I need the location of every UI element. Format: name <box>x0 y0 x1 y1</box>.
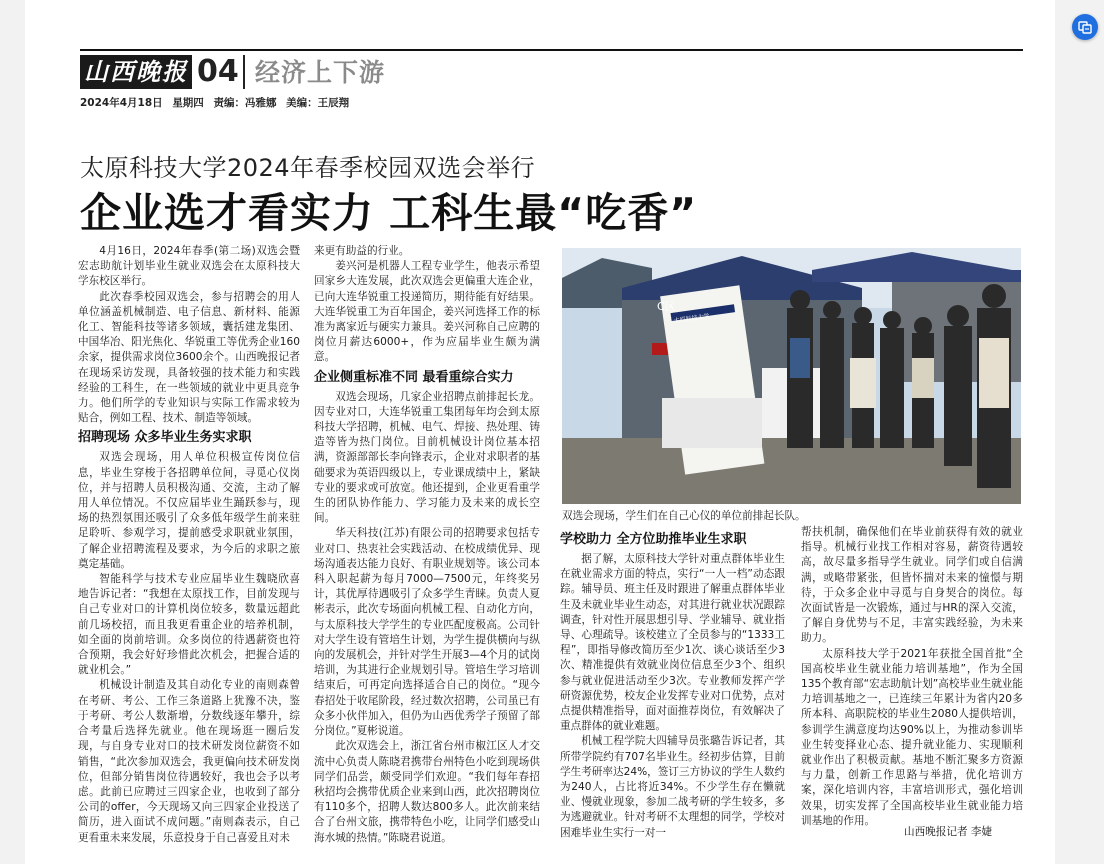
issue-weekday: 星期四 <box>172 97 204 109</box>
paragraph: 据了解，太原科技大学针对重点群体毕业生在就业需求方面的特点，实行“一人一档”动态跟踪。辅导员、班主任及时跟进了解重点群体毕业生及未就业毕业生动态，对其进行就业状况跟踪调查，针对性开展思想引导、学业辅导、就业指导、心理疏导。该校建立了全员参与的“1333工程”，即指导修改简历至少1次、谈心谈话至少3次、精准提供有效就业岗位信息至少3个、组织参与就业促进活动至少3次。专业教师发挥产学研资源优势，校友企业发挥专业对口优势，点对点提供精准指导，面对面推荐岗位，有效解决了重点群体的就业难题。 <box>560 553 785 733</box>
translate-button[interactable] <box>1072 14 1098 40</box>
paragraph: 太原科技大学于2021年获批全国首批“全国高校毕业生就业能力培训基地”，作为全国135个教育部“宏志助航计划”高校毕业生就业能力培训基地之一，已连续三年累计为省内20多所本科、高职院校的毕业生2080人提供培训，参训学生满意度均达90%以上，为推动参训毕业生转变择业心态、提升就业能力、实现顺利就业作出了积极贡献。基地不断汇聚多方资源与力量，创新工作思路与举措，优化培训方案，深化培训内容，丰富培训形式，强化培训效果，切实发挥了全国高校毕业生就业能力培训基地的作用。 <box>801 647 1023 827</box>
section-heading: 招聘现场 众多毕业生务实求职 <box>78 430 252 446</box>
article-column-4 <box>801 525 1023 829</box>
issue-date: 2024年4月18日 <box>80 97 163 109</box>
page-number: 04 <box>197 54 239 89</box>
paragraph: 双选会现场，几家企业招聘点前排起长龙。因专业对口，大连华锐重工集团每年均会到太原科技大学招聘，机械、电气、焊接、热处理、铸造等皆为热门岗位。目前机械设计岗位基本招满，资源部部长李向锋表示，企业对求职者的基础要求为英语四级以上，专业课成绩中上，紧缺专业的要求或可放宽。他还提到，企业更看重学生的团队协作能力、学习能力及未来的成长空间。 <box>314 390 540 525</box>
photo-caption: 双选会现场，学生们在自己心仪的单位前排起长队。 <box>562 510 806 522</box>
newspaper-logo: 山西晚报 <box>80 55 192 89</box>
top-rule <box>80 49 1023 51</box>
article-column-2 <box>314 244 540 846</box>
section-heading: 企业侧重标准不同 最看重综合实力 <box>314 369 514 385</box>
paragraph: 双选会现场，用人单位积极宣传岗位信息，毕业生穿梭于各招聘单位间，寻觅心仪岗位，并与招聘人员积极沟通、交流，主动了解用人单位情况。不仅应届毕业生踊跃参与，现场的热烈氛围还吸引了众多低年级学生前来驻足聆听、参观学习，提前感受求职就业氛围，了解企业招聘流程及要求，为今后的求职之旅奠定基础。 <box>78 451 300 570</box>
reporter-byline: 山西晚报记者 李婕 <box>904 826 993 838</box>
paragraph: 来更有助益的行业。 <box>314 245 410 257</box>
paragraph: 此次春季校园双选会，参与招聘会的用人单位涵盖机械制造、电子信息、新材料、能源化工、智能科技等诸多领域，囊括建龙集团、中国华冶、阳光焦化、华锐重工等优秀企业160余家，提供需求岗位3600余个。山西晚报记者在现场采访发现，具备较强的技术能力和实践经验的工科生，在一些领域的就业中更具竞争力。他们所学的专业知识与实际工作需求较为贴合，例如工程、技术、制造等领域。 <box>78 290 300 425</box>
paragraph: 4月16日，2024年春季(第二场)双选会暨宏志助航计划毕业生就业双选会在太原科技大学东校区举行。 <box>78 245 300 288</box>
paragraph: 姜兴河是机器人工程专业学生，他表示希望回家乡大连发展，此次双选会更偏重大连企业，已向大连华锐重工投递简历，期待能有好结果。大连华锐重工为百年国企，姜兴河选择工作的标准为离家近与硬实力兼具。姜兴河称自己应聘的岗位月薪达6000+，作为应届毕业生颇为满意。 <box>314 260 540 364</box>
paragraph: 智能科学与技术专业应届毕业生魏晓欣喜地告诉记者：“我想在太原找工作，目前发现与自己专业对口的计算机岗位较多，数量远超此前几场校招，而且我更看重企业的培养机制，如全面的岗前培训。众多岗位的待遇薪资也符合预期，我会好好珍惜此次机会，把握合适的就业机会。” <box>78 573 300 677</box>
translate-icon <box>1078 20 1092 34</box>
news-photo <box>562 248 1021 504</box>
dateline <box>80 95 355 110</box>
section-heading: 学校助力 全方位助推毕业生求职 <box>560 532 747 547</box>
article-column-3 <box>560 528 785 841</box>
article-headline: 企业选才看实力 工科生最“吃香” <box>80 189 698 237</box>
paragraph: 机械工程学院大四辅导员张璐告诉记者，其所带学院约有707名毕业生。经初步估算，目前学生考研率达24%，签订三方协议的学生人数约为240人，占比将近34%。不少学生存在懒就业、慢就业现象，参加二战考研的学生较多，多为逃避就业。针对考研不太理想的同学，学校对困难毕业生实行一对一 <box>560 735 785 839</box>
paragraph: 此次双选会上，浙江省台州市椒江区人才交流中心负责人陈晓君携带台州特色小吃到现场供同学们品尝，颇受同学们欢迎。“我们每年春招秋招均会携带优质企业来到山西，此次招聘岗位有110多个，招聘人数达800多人。此次前来结合了台州文旅，携带特色小吃，让同学们感受山海水城的热情。”陈晓君说道。 <box>314 740 540 844</box>
paragraph: 帮扶机制，确保他们在毕业前获得有效的就业指导。机械行业找工作相对容易，薪资待遇较高，故尽量多指导学生就业。同学们或自信满满，或略带紧张，但皆怀揣对未来的憧憬与期待，于众多企业中寻觅与自身契合的岗位。每次面试皆是一次锻炼，通过与HR的深入交流，了解自身优势与不足，丰富实践经验，为未来助力。 <box>801 526 1023 645</box>
zone-sign: C区 <box>657 300 676 313</box>
masthead <box>80 55 480 91</box>
paragraph: 机械设计制造及其自动化专业的南则森曾在考研、考公、工作三条道路上犹豫不决，鉴于考研、考公人数渐增，分数线逐年攀升，综合考量后选择先就业。他在现场逛一圈后发现，与自身专业对口的技术研发岗位薪资不如销售，“此次参加双选会，我更偏向技术研发岗位，但部分销售岗位待遇较好，我也会予以考虑。此前已应聘过三四家企业，也收到了部分公司的offer，今天现场又向三四家企业投送了简历，进入面试不成问题。”南则森表示，自己更看重未来发展，乐意投身于自己喜爱且对未 <box>78 679 300 844</box>
banner-text: 太原科技大学 <box>673 312 710 325</box>
article-column-1 <box>78 244 300 846</box>
section-title: 经济上下游 <box>255 58 386 87</box>
job-fair-photo <box>562 248 1021 504</box>
paragraph: 华天科技(江苏)有限公司的招聘要求包括专业对口、热衷社会实践活动、在校成绩优异、现场沟通表达能力良好、有职业规划等。该公司本科入职起薪为每月7000—7500元，年终奖另计，其优厚待遇吸引了众多学生青睐。负责人夏彬表示，此次专场面向机械工程、自动化方向，与太原科技大学学生的专业匹配度极高。公司针对大学生设有管培生计划，为学生提供横向与纵向的发展机会，并针对学生开展3—4个月的试岗培训，为其进行企业规划引导。管培生学习培训结束后，可再定向选择适合自己的岗位。“现今春招处于收尾阶段，经过数次招聘，公司虽已有众多小伙伴加入，但仍为山西优秀学子预留了部分岗位。”夏彬说道。 <box>314 527 540 738</box>
article-subtitle: 太原科技大学2024年春季校园双选会举行 <box>80 154 536 182</box>
designer-credit: 美编：王辰翔 <box>286 97 350 109</box>
masthead-divider <box>243 55 245 89</box>
editor-credit: 责编：冯雅娜 <box>213 97 277 109</box>
